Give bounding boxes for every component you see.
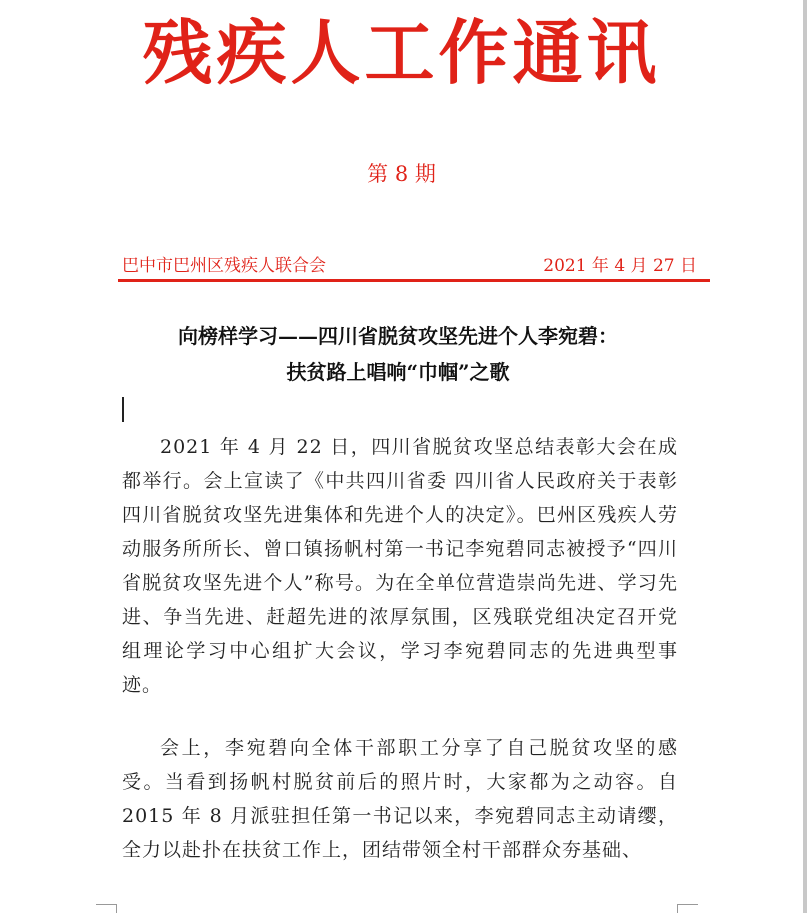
article-title-line-2: 扶贫路上唱响“巾帼”之歌 bbox=[286, 360, 510, 384]
article-paragraph[interactable]: 会上，李宛碧向全体干部职工分享了自己脱贫攻坚的感受。当看到扬帆村脱贫前后的照片时，大家都为之动容。自 2015 年 8 月派驻担任第一书记以来，李宛碧同志主动请缨，全力以赴扑在扶贫工作上，团结带领全村干部群众夯基础、 bbox=[122, 737, 678, 861]
issue-date: 2021 年 4 月 27 日 bbox=[543, 256, 697, 276]
masthead-title: 残疾人工作通讯 bbox=[142, 11, 661, 94]
header-divider bbox=[118, 279, 710, 282]
organization-name: 巴中市巴州区残疾人联合会 bbox=[122, 256, 326, 276]
page-corner-mark-left bbox=[96, 904, 117, 913]
page-corner-mark-right bbox=[677, 904, 698, 913]
text-cursor[interactable] bbox=[122, 397, 124, 422]
page-edge bbox=[803, 0, 807, 913]
article-paragraph[interactable]: 2021 年 4 月 22 日，四川省脱贫攻坚总结表彰大会在成都举行。会上宣读了《中共四川省委 四川省人民政府关于表彰四川省脱贫攻坚先进集体和先进个人的决定》。巴州区残疾人劳动服务所所长、曾口镇扬帆村第一书记李宛碧同志被授予“四川省脱贫攻坚先进个人”称号。为在全单位营造崇尚先进、学习先进、争当先进、赶超先进的浓厚氛围，区残联党组决定召开党组理论学习中心组扩大会议，学习李宛碧同志的先进典型事迹。 bbox=[122, 436, 678, 696]
article-title-line-1: 向榜样学习——四川省脱贫攻坚先进个人李宛碧： bbox=[178, 324, 618, 348]
issue-number: 第 8 期 bbox=[367, 162, 436, 186]
